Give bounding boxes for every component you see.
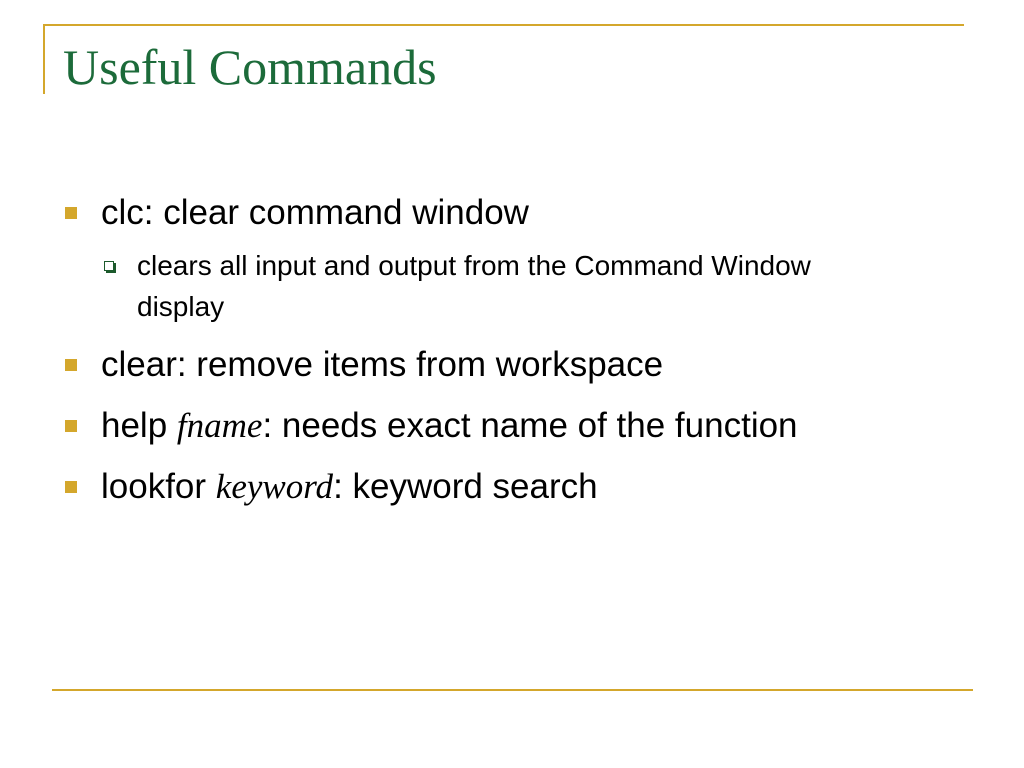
bullet-item-help	[65, 401, 965, 451]
command-argument: keyword	[215, 467, 334, 506]
command-argument: fname	[176, 406, 263, 445]
hollow-square-bullet-icon	[104, 261, 114, 271]
command-description: : needs exact name of the function	[262, 406, 798, 445]
bullet-text: clear: remove items from workspace	[101, 345, 664, 384]
command-name: help	[101, 406, 177, 445]
frame-left-line	[43, 24, 45, 94]
sub-bullet-text: clears all input and output from the Command Window display	[137, 250, 811, 322]
square-bullet-icon	[65, 359, 77, 371]
slide-title: Useful Commands	[63, 39, 437, 95]
sub-bullet-list	[65, 245, 965, 327]
frame-bottom-line	[52, 689, 973, 691]
bullet-item-clc	[65, 188, 965, 238]
bullet-text: clc: clear command window	[101, 193, 529, 232]
square-bullet-icon	[65, 481, 77, 493]
command-description: : keyword search	[333, 467, 598, 506]
square-bullet-icon	[65, 420, 77, 432]
command-name: lookfor	[101, 467, 216, 506]
frame-top-line	[43, 24, 964, 26]
sub-bullet-item	[101, 245, 897, 327]
bullet-item-lookfor	[65, 462, 965, 512]
bullet-list	[65, 188, 965, 523]
bullet-item-clear	[65, 340, 965, 390]
square-bullet-icon	[65, 207, 77, 219]
